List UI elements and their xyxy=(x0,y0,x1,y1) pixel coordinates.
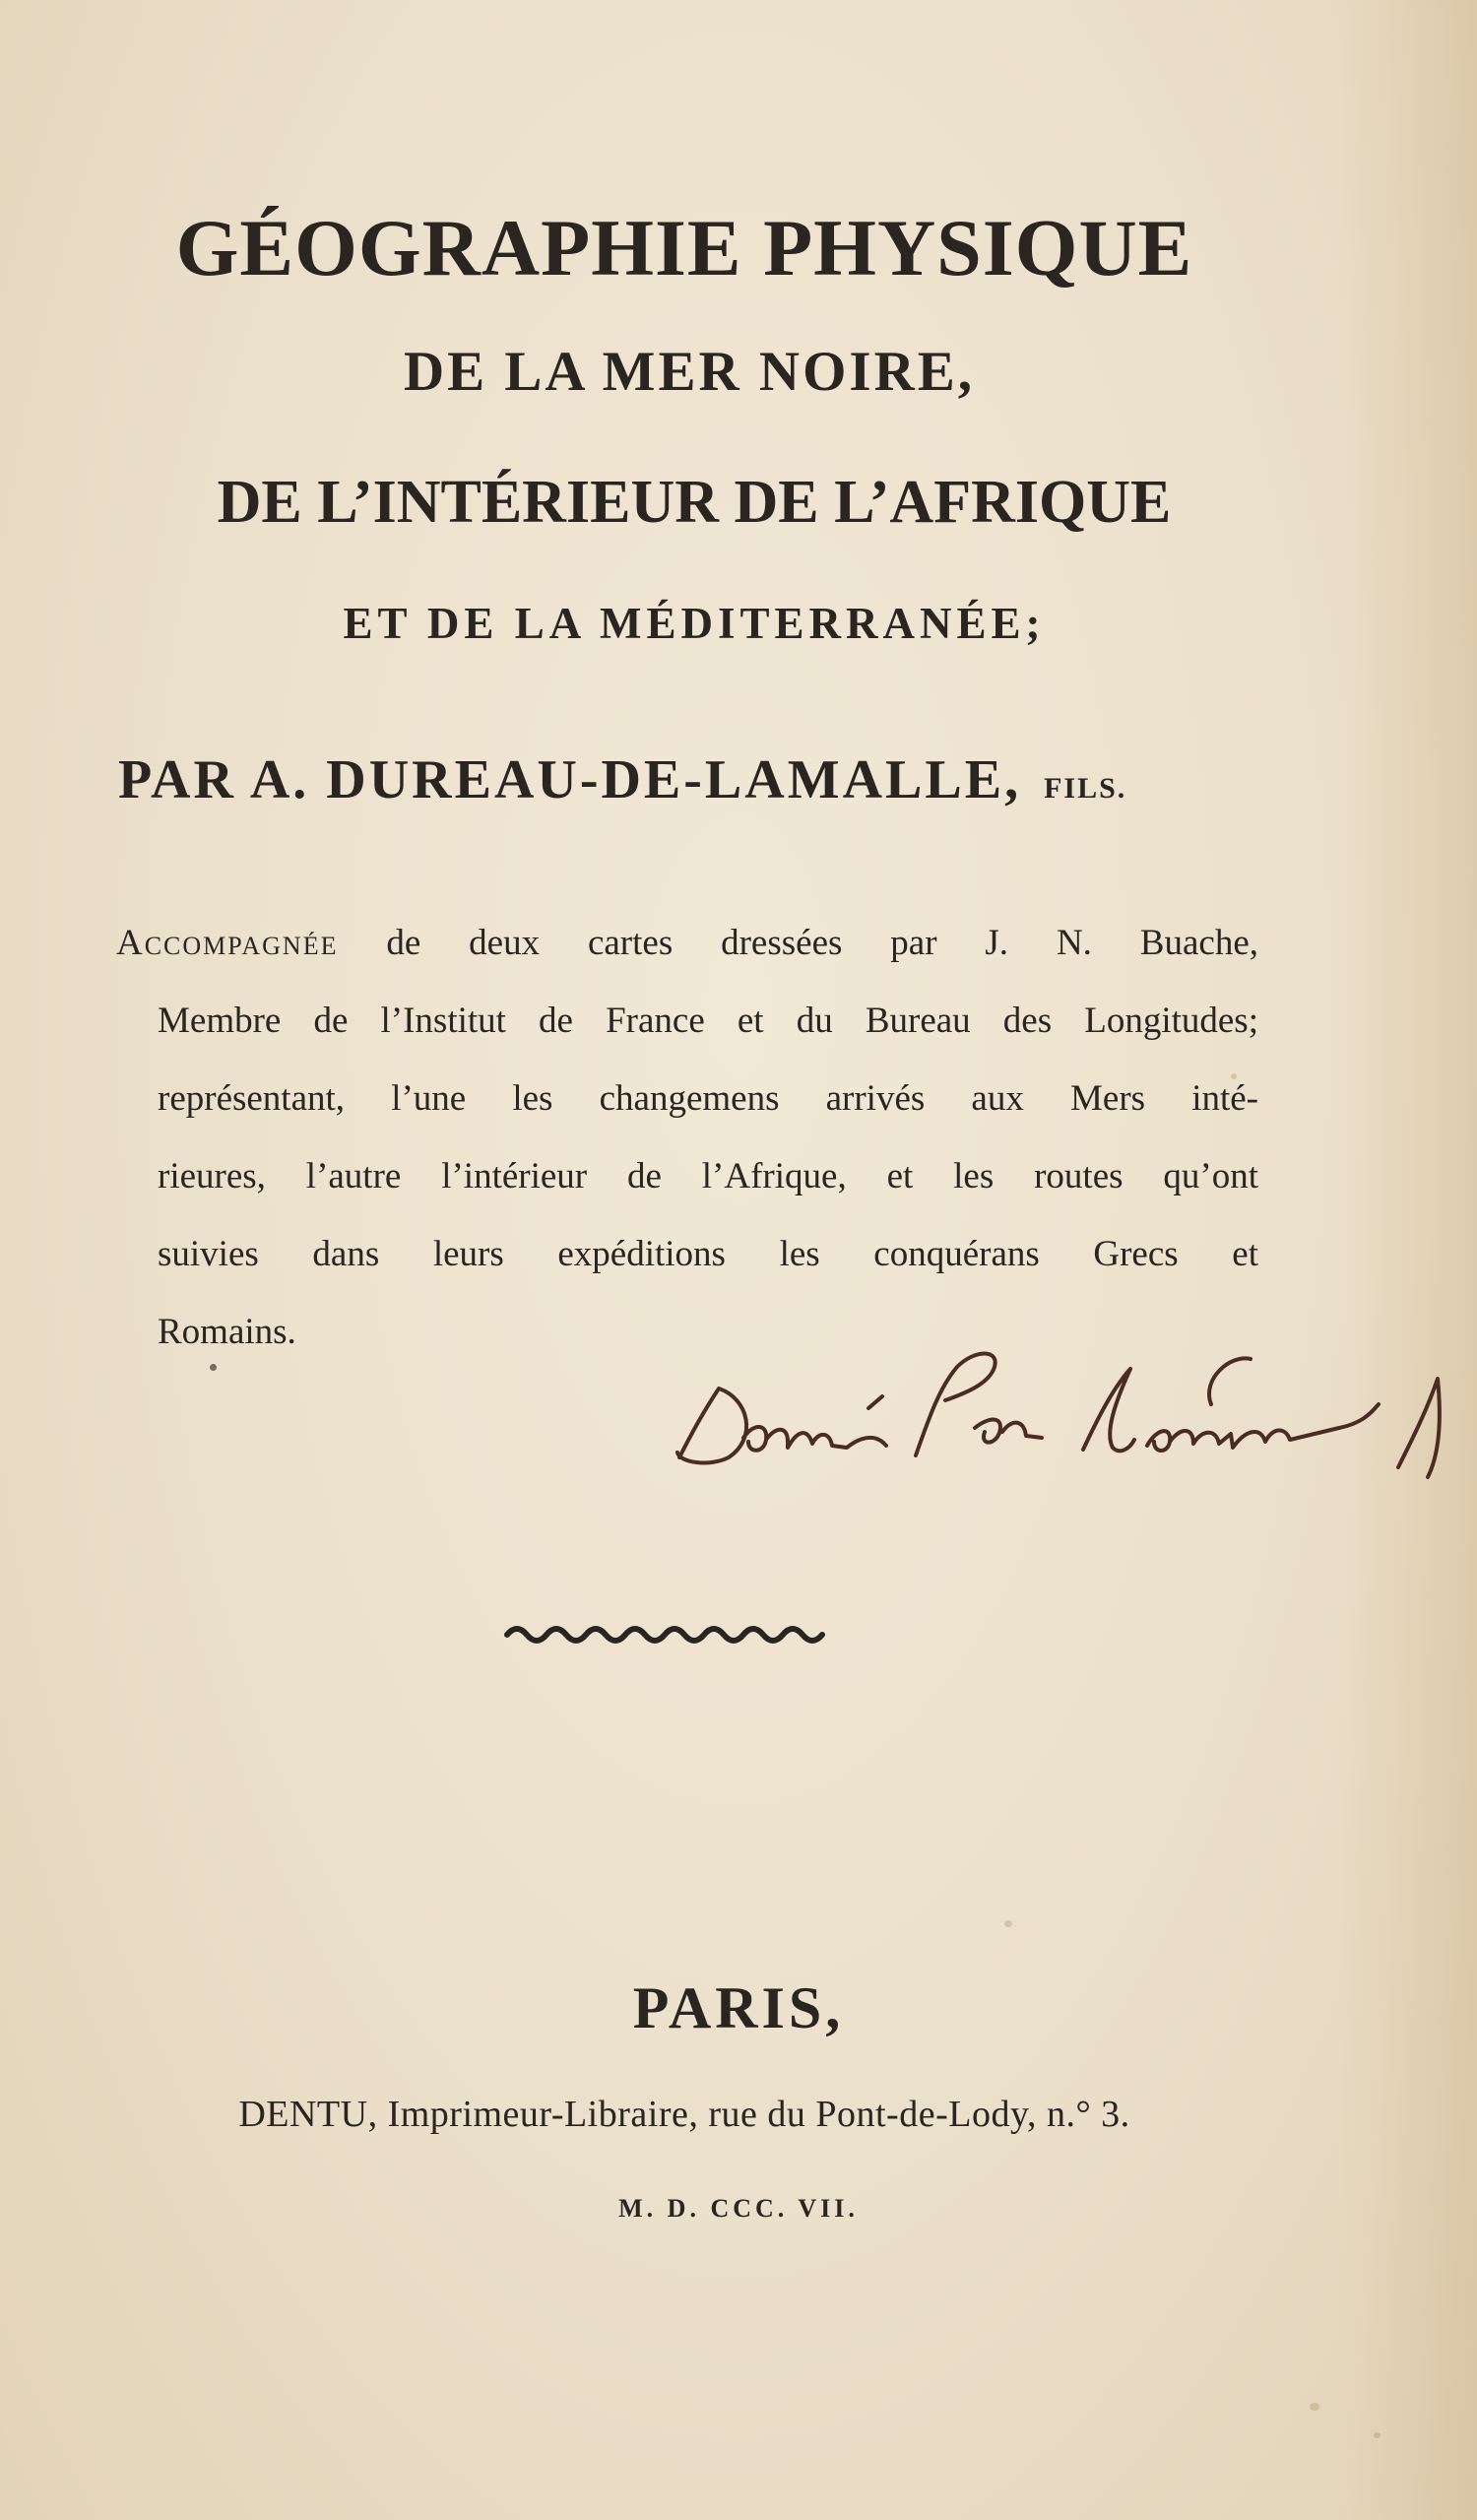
foxing-spot xyxy=(1374,2432,1381,2438)
handwritten-inscription xyxy=(650,1310,1477,1507)
page-edge-shading xyxy=(1339,0,1477,2520)
author-line xyxy=(118,748,1280,811)
decorative-rule xyxy=(502,1615,832,1654)
description-line-rest: de deux cartes dressées par J. N. Buache, xyxy=(338,923,1258,963)
description-line: Romains. xyxy=(158,1312,296,1352)
description-line: rieures, l’autre l’intérieur de l’Afrique, et les routes qu’ont xyxy=(158,1156,1258,1196)
imprint-city: PARIS, xyxy=(632,1975,845,2040)
title-line-mediterranee: ET DE LA MÉDITERRANÉE; xyxy=(343,599,1046,648)
description-line: Membre de l’Institut de France et du Bureau des Longitudes; xyxy=(158,1001,1258,1041)
imprint-publisher: DENTU, Imprimeur-Libraire, rue du Pont-de-Lody, n.° 3. xyxy=(238,2094,1130,2135)
book-title: GÉOGRAPHIE PHYSIQUE xyxy=(175,203,1193,292)
description-lead-word: Accompagnée xyxy=(116,923,339,963)
author-suffix: FILS. xyxy=(1044,772,1127,805)
description-line: suivies dans leurs expéditions les conquérans Grecs et xyxy=(158,1234,1258,1274)
foxing-spot xyxy=(1004,1920,1012,1927)
description-paragraph xyxy=(116,904,1258,1371)
description-line: représentant, l’une les changemens arrivés aux Mers inté- xyxy=(158,1078,1258,1119)
foxing-spot xyxy=(1310,2403,1319,2411)
title-line-afrique: DE L’INTÉRIEUR DE L’AFRIQUE xyxy=(217,469,1172,536)
title-line-mer-noire: DE LA MER NOIRE, xyxy=(403,341,976,403)
imprint-year: M. D. CCC. VII. xyxy=(618,2194,859,2223)
author-name: PAR A. DUREAU-DE-LAMALLE, xyxy=(118,749,1022,810)
description-line xyxy=(116,904,1258,982)
